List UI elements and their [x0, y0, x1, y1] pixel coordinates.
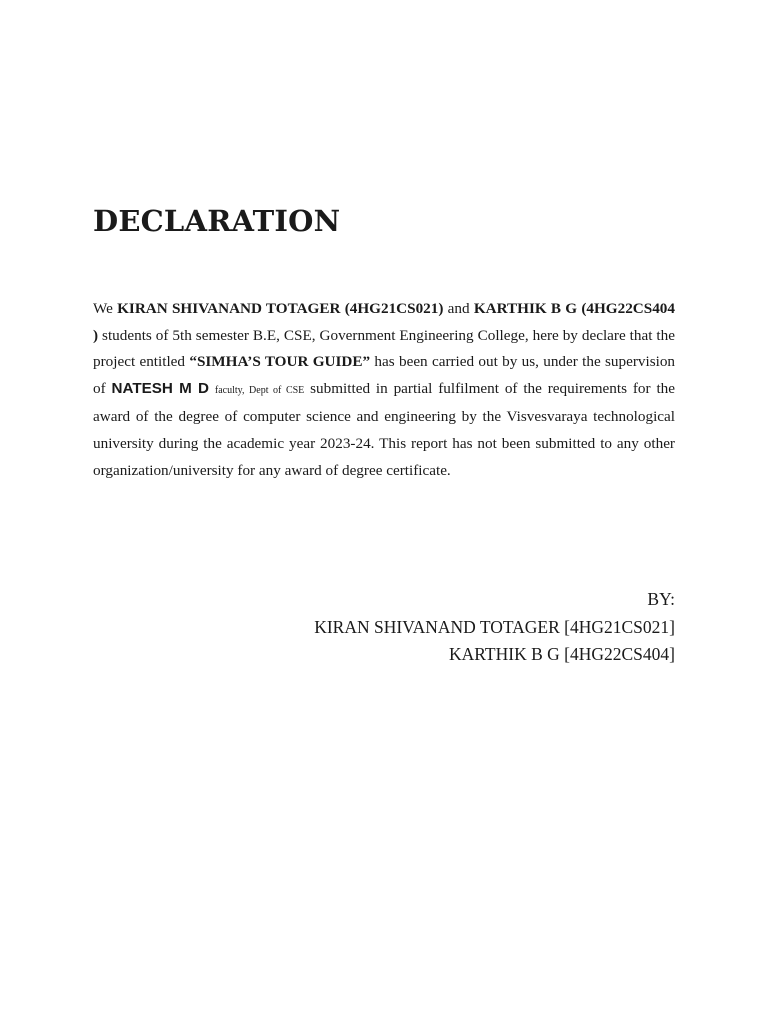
declaration-paragraph [93, 296, 675, 484]
student-name-1: KIRAN SHIVANAND TOTAGER (4HG21CS021) [117, 300, 444, 317]
by-label: BY: [647, 589, 675, 609]
page-title: DECLARATION [93, 204, 341, 238]
text-segment: has been carried out by us, under the supervision of [93, 353, 676, 397]
signoff-block [314, 586, 675, 669]
author-1: KIRAN SHIVANAND TOTAGER [4HG21CS021] [314, 616, 675, 637]
student-name-2: KARTHIK B G (4HG22CS404 ) [93, 300, 675, 344]
text-segment: and [443, 300, 474, 317]
author-2: KARTHIK B G [4HG22CS404] [449, 644, 675, 664]
text-segment: students of 5th semester B.E, CSE, Government Engineering College, here by declare that the project entitled [93, 326, 675, 371]
supervisor-name: NATESH M D [111, 379, 210, 397]
text-segment: We [93, 300, 118, 317]
text-segment: submitted in partial fulfilment of the requirements for the award of the degree of computer science and engineering by the Visvesvaraya technological university during the academic year 2023-24. This report has not been submitted to any other organization/university for any award of degree certificate. [93, 379, 675, 479]
supervisor-role: faculty, Dept of CSE [214, 384, 305, 396]
project-title: “SIMHA’S TOUR GUIDE” [189, 353, 371, 371]
